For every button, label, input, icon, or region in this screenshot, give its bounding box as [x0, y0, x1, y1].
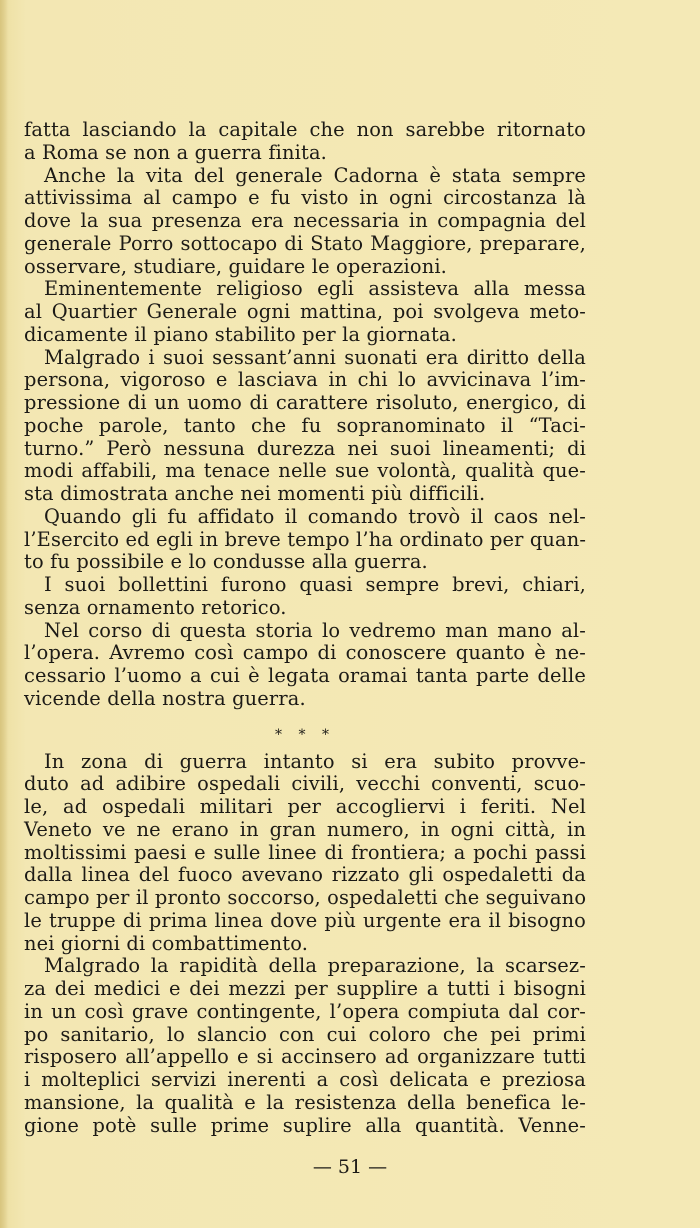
text-line: poche parole, tanto che fu sopranominato il “Taci- [24, 413, 586, 437]
text-line: gione potè sulle prime suplire alla quantità. Venne- [24, 1113, 586, 1137]
text-line: nei giorni di combattimento. [24, 931, 309, 955]
text-line: duto ad adibire ospedali civili, vecchi conventi, scuo- [24, 772, 586, 796]
text-line: moltissimi paesi e sulle linee di frontiera; a pochi passi [24, 840, 586, 864]
text-line: mansione, la qualità e la resistenza della benefica le- [24, 1090, 586, 1114]
text-line: vicende della nostra guerra. [24, 686, 306, 710]
paragraph-p5 [24, 506, 586, 574]
text-line: In zona di guerra intanto si era subito provve- [44, 749, 586, 773]
text-line: risposero all’appello e si accinsero ad organizzare tutti [24, 1045, 586, 1069]
text-line: attivissima al campo e fu visto in ogni circostanza là [24, 186, 586, 210]
text-line: to fu possibile e lo condusse alla guerra. [24, 550, 428, 574]
text-line: Malgrado la rapidità della preparazione, la scarsez- [44, 954, 586, 978]
text-line: persona, vigoroso e lasciava in chi lo avvicinava l’im- [24, 368, 586, 392]
text-line: modi affabili, ma tenace nelle sue volontà, qualità que- [24, 459, 586, 483]
text-line: dicamente il piano stabilito per la giornata. [24, 322, 457, 346]
text-line: dove la sua presenza era necessaria in compagnia del [24, 209, 586, 232]
section-separator: * * * [275, 726, 335, 743]
text-line: po sanitario, lo slancio con cui coloro che pei primi [24, 1022, 586, 1046]
paragraph-p8 [24, 751, 586, 956]
paragraph-p4 [24, 347, 586, 506]
paragraph-p2 [24, 165, 586, 279]
text-line: a Roma se non a guerra finita. [24, 140, 327, 164]
text-line: l’Esercito ed egli in breve tempo l’ha ordinato per quan- [24, 527, 587, 551]
text-line: Nel corso di questa storia lo vedremo man mano al- [44, 618, 586, 642]
paragraph-p6 [24, 574, 586, 620]
text-line: dalla linea del fuoco avevano rizzato gli ospedaletti da [24, 863, 586, 887]
text-line: Veneto ve ne erano in gran numero, in ogni città, in [24, 817, 586, 841]
text-line: Malgrado i suoi sessant’anni suonati era diritto della [44, 345, 586, 369]
text-line: Quando gli fu affidato il comando trovò il caos nel- [44, 504, 586, 528]
text-line: generale Porro sottocapo di Stato Maggiore, preparare, [24, 231, 586, 255]
text-line: i molteplici servizi inerenti a così delicata e preziosa [24, 1068, 586, 1091]
paragraph-p1 [24, 119, 586, 165]
text-line: le, ad ospedali militari per accogliervi i feriti. Nel [24, 795, 586, 818]
text-line: pressione di un uomo di carattere risoluto, energico, di [24, 391, 586, 414]
text-line: in un così grave contingente, l’opera compiuta dal cor- [24, 999, 586, 1023]
text-line: Eminentemente religioso egli assisteva alla messa [44, 277, 586, 301]
text-line: cessario l’uomo a cui è legata oramai tanta parte delle [24, 664, 586, 687]
text-line: fatta lasciando la capitale che non sarebbe ritornato [24, 118, 586, 141]
paragraph-p7 [24, 620, 586, 711]
text-line: osservare, studiare, guidare le operazioni. [24, 254, 447, 278]
text-line: Anche la vita del generale Cadorna è stata sempre [44, 163, 586, 187]
text-line: senza ornamento retorico. [24, 595, 287, 619]
text-line: al Quartier Generale ogni mattina, poi svolgeva meto- [24, 300, 586, 323]
paragraph-p3 [24, 278, 586, 346]
page-text [24, 119, 586, 1137]
text-line: turno.” Però nessuna durezza nei suoi lineamenti; di [24, 436, 586, 460]
text-line: sta dimostrata anche nei momenti più difficili. [24, 482, 486, 505]
text-line: za dei medici e dei mezzi per supplire a tutti i bisogni [24, 977, 586, 1000]
page-number: — 51 — [312, 1156, 388, 1178]
text-line: I suoi bollettini furono quasi sempre brevi, chiari, [44, 573, 586, 596]
paragraph-p9 [24, 955, 586, 1137]
text-line: le truppe di prima linea dove più urgente era il bisogno [24, 908, 586, 932]
text-line: campo per il pronto soccorso, ospedaletti che seguivano [24, 886, 587, 909]
page-edge-shadow [0, 0, 8, 1228]
text-line: l’opera. Avremo così campo di conoscere quanto è ne- [24, 641, 586, 665]
